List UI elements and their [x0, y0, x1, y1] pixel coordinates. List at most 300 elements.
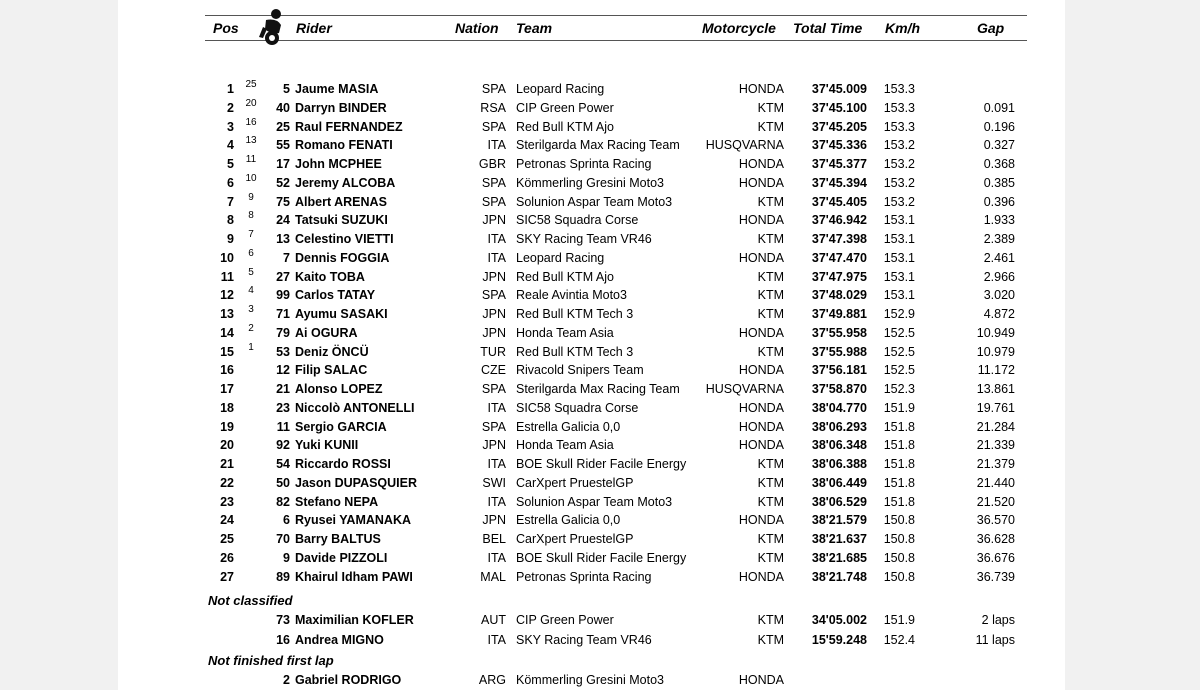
nation-cell: RSA [480, 100, 506, 115]
points-cell: 16 [245, 116, 257, 128]
col-header-gap: Gap [977, 20, 1005, 36]
motorcycle-cell: KTM [757, 288, 784, 303]
nation-cell: SPA [481, 194, 506, 209]
rider-number-cell: 52 [276, 175, 290, 190]
rider-name-cell: Raul FERNANDEZ [295, 119, 403, 134]
rider-name-cell: Jaume MASIA [295, 82, 379, 96]
rider-name-cell: Andrea MIGNO [295, 632, 384, 647]
rider-number-cell: 12 [276, 363, 290, 378]
points-cell: 25 [245, 79, 257, 90]
result-row [0, 511, 1200, 529]
gap-cell: 0.327 [983, 138, 1015, 153]
gap-cell: 13.861 [976, 382, 1015, 396]
rider-name-cell: Ayumu SASAKI [295, 307, 388, 321]
points-cell: 9 [248, 191, 254, 203]
motorcycle-cell: HONDA [738, 213, 784, 228]
position-cell: 11 [220, 269, 234, 284]
rider-number-cell: 82 [276, 494, 290, 509]
rider-number-cell: 24 [276, 213, 290, 228]
nation-cell: SPA [481, 288, 506, 303]
motorcycle-cell: HONDA [738, 250, 784, 265]
gap-cell: 21.379 [976, 457, 1015, 471]
rider-number-cell: 11 [276, 419, 290, 434]
gap-cell: 0.091 [983, 100, 1015, 115]
result-row [0, 305, 1200, 323]
not-finished-heading: Not finished first lap [208, 653, 334, 668]
rider-number-cell: 53 [276, 344, 290, 359]
rider-number-cell: 79 [276, 325, 290, 340]
team-cell: Sterilgarda Max Racing Team [516, 138, 680, 153]
rider-number-cell: 16 [276, 632, 290, 647]
total-time-cell: 37'47.398 [811, 232, 867, 246]
team-cell: SKY Racing Team VR46 [516, 632, 652, 647]
rider-number-cell: 99 [276, 288, 290, 303]
position-cell: 27 [220, 569, 234, 584]
rider-name-cell: Niccolò ANTONELLI [295, 400, 415, 415]
nation-cell: JPN [482, 213, 506, 228]
speed-cell: 153.3 [883, 100, 915, 115]
total-time-cell: 38'21.579 [811, 513, 867, 528]
speed-cell: 151.8 [883, 438, 915, 453]
result-row [0, 436, 1200, 454]
result-row [0, 230, 1200, 248]
speed-cell: 153.3 [883, 119, 915, 134]
result-row [0, 193, 1200, 211]
team-cell: Petronas Sprinta Racing [516, 157, 652, 171]
gap-cell: 36.676 [976, 550, 1015, 565]
gap-cell: 0.396 [983, 194, 1015, 209]
col-header-rider: Rider [296, 20, 332, 36]
total-time-cell: 37'45.394 [811, 175, 867, 190]
rider-name-cell: Dennis FOGGIA [295, 250, 390, 265]
speed-cell: 153.1 [883, 288, 915, 303]
total-time-cell: 38'06.348 [811, 438, 867, 453]
result-row [0, 268, 1200, 286]
speed-cell: 153.3 [883, 82, 915, 96]
col-header-kmh: Km/h [885, 20, 920, 36]
rider-name-cell: Ryusei YAMANAKA [295, 513, 412, 528]
gap-cell: 2.389 [983, 232, 1015, 246]
rider-name-cell: Kaito TOBA [295, 269, 365, 284]
points-cell: 13 [245, 135, 257, 147]
nation-cell: SPA [481, 175, 506, 190]
gap-cell: 0.196 [983, 119, 1015, 134]
motorcycle-cell: HONDA [738, 325, 784, 340]
speed-cell: 151.8 [883, 419, 915, 434]
result-row [0, 549, 1200, 567]
total-time-cell: 37'45.405 [811, 194, 867, 209]
team-cell: SIC58 Squadra Corse [516, 213, 639, 228]
position-cell: 25 [220, 532, 234, 546]
motorcycle-cell: KTM [757, 550, 784, 565]
motorcycle-cell: KTM [757, 613, 784, 627]
position-cell: 26 [220, 550, 234, 565]
speed-cell: 150.8 [883, 532, 915, 546]
rider-name-cell: Ai OGURA [295, 325, 358, 340]
points-cell: 8 [248, 210, 254, 222]
gap-cell: 2 laps [981, 613, 1015, 627]
total-time-cell: 38'06.293 [811, 419, 867, 434]
speed-cell: 153.2 [883, 175, 915, 190]
team-cell: CIP Green Power [516, 100, 614, 115]
team-cell: Solunion Aspar Team Moto3 [516, 194, 673, 209]
rider-number-cell: 89 [276, 569, 290, 584]
nation-cell: SPA [481, 382, 506, 396]
result-row [0, 286, 1200, 304]
col-header-motorcycle: Motorcycle [702, 20, 776, 36]
result-row [0, 80, 1200, 98]
team-cell: BOE Skull Rider Facile Energy [516, 457, 687, 471]
speed-cell: 153.1 [883, 269, 915, 284]
position-cell: 12 [220, 288, 234, 303]
position-cell: 9 [227, 232, 234, 246]
position-cell: 4 [227, 138, 234, 153]
team-cell: Red Bull KTM Tech 3 [516, 307, 634, 321]
rider-name-cell: Sergio GARCIA [295, 419, 387, 434]
motorcycle-cell: KTM [757, 232, 784, 246]
speed-cell: 153.2 [883, 138, 915, 153]
rider-number-cell: 73 [276, 613, 290, 627]
nation-cell: JPN [482, 307, 506, 321]
gap-cell: 21.520 [976, 494, 1015, 509]
rider-name-cell: Davide PIZZOLI [295, 550, 388, 565]
rider-name-cell: Filip SALAC [295, 363, 368, 378]
team-cell: Honda Team Asia [516, 438, 614, 453]
points-cell: 6 [248, 247, 254, 259]
motorcycle-cell: KTM [757, 100, 784, 115]
speed-cell: 152.3 [883, 382, 915, 396]
team-cell: BOE Skull Rider Facile Energy [516, 550, 687, 565]
result-row [0, 155, 1200, 173]
team-cell: Estrella Galicia 0,0 [516, 419, 621, 434]
speed-cell: 150.8 [883, 513, 915, 528]
rider-number-cell: 5 [283, 82, 290, 96]
motorcycle-cell: HONDA [738, 157, 784, 171]
result-row [0, 399, 1200, 417]
position-cell: 24 [220, 513, 234, 528]
rider-name-cell: Celestino VIETTI [295, 232, 394, 246]
rider-number-cell: 13 [276, 232, 290, 246]
total-time-cell: 38'21.748 [811, 569, 867, 584]
total-time-cell: 37'48.029 [811, 288, 867, 303]
team-cell: CarXpert PruestelGP [516, 532, 634, 546]
position-cell: 22 [220, 475, 234, 490]
rider-name-cell: Albert ARENAS [295, 194, 387, 209]
speed-cell: 152.5 [883, 344, 915, 359]
total-time-cell: 38'06.529 [811, 494, 867, 509]
motorcycle-cell: KTM [757, 194, 784, 209]
position-cell: 20 [220, 438, 234, 453]
result-row [0, 671, 1200, 689]
total-time-cell: 37'56.181 [811, 363, 867, 378]
result-row [0, 361, 1200, 379]
nation-cell: AUT [481, 613, 506, 627]
speed-cell: 151.9 [883, 400, 915, 415]
result-row [0, 174, 1200, 192]
result-row [0, 455, 1200, 473]
position-cell: 17 [220, 382, 234, 396]
col-header-team: Team [516, 20, 553, 36]
motorcycle-cell: HUSQVARNA [705, 382, 784, 396]
nation-cell: ITA [487, 494, 506, 509]
result-row [0, 611, 1200, 629]
nation-cell: ITA [487, 457, 506, 471]
nation-cell: ITA [487, 400, 506, 415]
total-time-cell: 37'55.958 [811, 325, 867, 340]
total-time-cell: 37'45.100 [811, 100, 867, 115]
rider-name-cell: Deniz ÖNCÜ [295, 344, 369, 359]
gap-cell: 0.385 [983, 175, 1015, 190]
rider-number-cell: 27 [276, 269, 290, 284]
motorcycle-cell: KTM [757, 307, 784, 321]
total-time-cell: 37'49.881 [811, 307, 867, 321]
points-cell: 20 [245, 97, 257, 109]
total-time-cell: 37'45.009 [811, 82, 867, 96]
motorcycle-cell: HONDA [738, 569, 784, 584]
gap-cell: 3.020 [983, 288, 1015, 303]
rider-name-cell: Barry BALTUS [295, 532, 381, 546]
gap-cell: 10.979 [976, 344, 1015, 359]
gap-cell: 36.570 [976, 513, 1015, 528]
position-cell: 18 [220, 400, 234, 415]
gap-cell: 36.739 [976, 569, 1015, 584]
position-cell: 23 [220, 494, 234, 509]
rider-number-cell: 21 [276, 382, 290, 396]
team-cell: Red Bull KTM Ajo [516, 269, 614, 284]
rider-number-cell: 92 [276, 438, 290, 453]
position-cell: 3 [227, 119, 234, 134]
result-row [0, 136, 1200, 154]
speed-cell: 151.8 [883, 494, 915, 509]
motorcycle-cell: KTM [757, 119, 784, 134]
nation-cell: MAL [480, 569, 506, 584]
rider-name-cell: Romano FENATI [295, 138, 393, 153]
total-time-cell: 37'45.377 [811, 157, 867, 171]
speed-cell: 153.1 [883, 213, 915, 228]
rider-number-cell: 54 [276, 457, 290, 471]
motorcycle-cell: KTM [757, 457, 784, 471]
position-cell: 7 [227, 194, 234, 209]
speed-cell: 152.9 [883, 307, 915, 321]
gap-cell: 2.461 [983, 250, 1015, 265]
team-cell: Solunion Aspar Team Moto3 [516, 494, 673, 509]
team-cell: Kömmerling Gresini Moto3 [516, 673, 664, 687]
points-cell: 3 [248, 304, 254, 315]
motorcycle-rider-logo-icon [257, 7, 287, 47]
speed-cell: 152.4 [883, 632, 915, 647]
col-header-nation: Nation [455, 20, 499, 36]
speed-cell: 153.1 [883, 232, 915, 246]
header-top-rule [205, 15, 1027, 16]
result-row [0, 530, 1200, 548]
motorcycle-cell: KTM [757, 269, 784, 284]
rider-name-cell: Jason DUPASQUIER [295, 475, 418, 490]
team-cell: Reale Avintia Moto3 [516, 288, 627, 303]
nation-cell: ITA [487, 138, 506, 153]
team-cell: Honda Team Asia [516, 325, 614, 340]
team-cell: CIP Green Power [516, 613, 614, 627]
team-cell: Red Bull KTM Tech 3 [516, 344, 634, 359]
motorcycle-cell: HONDA [738, 419, 784, 434]
nation-cell: GBR [478, 157, 506, 171]
team-cell: SKY Racing Team VR46 [516, 232, 652, 246]
rider-name-cell: Tatsuki SUZUKI [295, 213, 388, 228]
position-cell: 2 [227, 100, 234, 115]
team-cell: Leopard Racing [516, 250, 605, 265]
motorcycle-cell: HONDA [738, 400, 784, 415]
nation-cell: JPN [482, 269, 506, 284]
speed-cell: 150.8 [883, 569, 915, 584]
points-cell: 7 [248, 229, 254, 240]
speed-cell: 152.5 [883, 325, 915, 340]
position-cell: 14 [220, 325, 234, 340]
points-cell: 4 [248, 285, 254, 297]
total-time-cell: 38'04.770 [811, 400, 867, 415]
gap-cell: 4.872 [983, 307, 1015, 321]
rider-name-cell: Alonso LOPEZ [295, 382, 383, 396]
team-cell: Red Bull KTM Ajo [516, 119, 614, 134]
position-cell: 5 [227, 157, 234, 171]
total-time-cell: 37'58.870 [811, 382, 867, 396]
total-time-cell: 37'45.205 [811, 119, 867, 134]
position-cell: 21 [220, 457, 234, 471]
speed-cell: 153.2 [883, 194, 915, 209]
team-cell: Leopard Racing [516, 82, 605, 96]
nation-cell: SPA [481, 419, 506, 434]
gap-cell: 1.933 [983, 213, 1015, 228]
gap-cell: 21.339 [976, 438, 1015, 453]
total-time-cell: 38'06.388 [811, 457, 867, 471]
result-row [0, 118, 1200, 136]
motorcycle-cell: KTM [757, 475, 784, 490]
nation-cell: CZE [481, 363, 506, 378]
position-cell: 19 [220, 419, 234, 434]
speed-cell: 153.2 [883, 157, 915, 171]
gap-cell: 10.949 [976, 325, 1015, 340]
rider-number-cell: 71 [276, 307, 290, 321]
team-cell: Rivacold Snipers Team [516, 363, 644, 378]
nation-cell: ITA [487, 550, 506, 565]
team-cell: Estrella Galicia 0,0 [516, 513, 621, 528]
total-time-cell: 37'45.336 [811, 138, 867, 153]
gap-cell: 21.284 [976, 419, 1015, 434]
motorcycle-cell: HONDA [738, 673, 784, 687]
team-cell: SIC58 Squadra Corse [516, 400, 639, 415]
result-row [0, 343, 1200, 361]
nation-cell: TUR [480, 344, 506, 359]
position-cell: 1 [227, 82, 234, 96]
position-cell: 8 [227, 213, 234, 228]
nation-cell: SPA [481, 82, 506, 96]
motorcycle-cell: HUSQVARNA [705, 138, 784, 153]
gap-cell: 21.440 [976, 475, 1015, 490]
nation-cell: SPA [481, 119, 506, 134]
rider-name-cell: Maximilian KOFLER [295, 613, 414, 627]
total-time-cell: 15'59.248 [811, 632, 867, 647]
points-cell: 10 [245, 172, 257, 184]
not-classified-heading: Not classified [208, 593, 293, 608]
header-bottom-rule [205, 40, 1027, 41]
rider-number-cell: 9 [283, 550, 290, 565]
position-cell: 15 [220, 344, 234, 359]
motorcycle-cell: HONDA [738, 513, 784, 528]
motorcycle-cell: KTM [757, 344, 784, 359]
team-cell: CarXpert PruestelGP [516, 475, 634, 490]
gap-cell: 0.368 [983, 157, 1015, 171]
motorcycle-cell: HONDA [738, 175, 784, 190]
nation-cell: ARG [478, 673, 506, 687]
rider-number-cell: 2 [283, 673, 290, 687]
total-time-cell: 38'21.685 [811, 550, 867, 565]
col-header-total-time: Total Time [793, 20, 863, 36]
position-cell: 6 [227, 175, 234, 190]
speed-cell: 151.8 [883, 475, 915, 490]
gap-cell: 11 laps [975, 632, 1015, 647]
result-row [0, 99, 1200, 117]
motorcycle-cell: KTM [757, 494, 784, 509]
motorcycle-cell: KTM [757, 532, 784, 546]
result-row [0, 631, 1200, 649]
rider-number-cell: 17 [276, 157, 290, 171]
gap-cell: 19.761 [976, 400, 1015, 415]
speed-cell: 151.8 [883, 457, 915, 471]
rider-name-cell: Khairul Idham PAWI [295, 569, 413, 584]
result-row [0, 418, 1200, 436]
team-cell: Petronas Sprinta Racing [516, 569, 652, 584]
motorcycle-cell: HONDA [738, 82, 784, 96]
rider-name-cell: Jeremy ALCOBA [295, 175, 396, 190]
position-cell: 10 [220, 250, 234, 265]
speed-cell: 151.9 [883, 613, 915, 627]
rider-name-cell: Stefano NEPA [295, 494, 379, 509]
rider-number-cell: 50 [276, 475, 290, 490]
speed-cell: 150.8 [883, 550, 915, 565]
points-cell: 11 [245, 154, 257, 165]
speed-cell: 153.1 [883, 250, 915, 265]
rider-name-cell: John MCPHEE [295, 157, 382, 171]
total-time-cell: 37'46.942 [811, 213, 867, 228]
rider-number-cell: 40 [276, 100, 290, 115]
nation-cell: ITA [487, 632, 506, 647]
nation-cell: BEL [482, 532, 506, 546]
gap-cell: 2.966 [983, 269, 1015, 284]
rider-name-cell: Gabriel RODRIGO [295, 673, 402, 687]
total-time-cell: 38'21.637 [811, 532, 867, 546]
team-cell: Sterilgarda Max Racing Team [516, 382, 680, 396]
points-cell: 1 [248, 341, 254, 353]
result-row [0, 324, 1200, 342]
position-cell: 16 [220, 363, 234, 378]
rider-name-cell: Yuki KUNII [295, 438, 359, 453]
nation-cell: JPN [482, 325, 506, 340]
rider-number-cell: 55 [276, 138, 290, 153]
nation-cell: JPN [482, 513, 506, 528]
position-cell: 13 [220, 307, 234, 321]
rider-name-cell: Carlos TATAY [295, 288, 376, 303]
team-cell: Kömmerling Gresini Moto3 [516, 175, 664, 190]
result-row [0, 493, 1200, 511]
speed-cell: 152.5 [883, 363, 915, 378]
total-time-cell: 37'47.470 [811, 250, 867, 265]
nation-cell: SWI [482, 475, 506, 490]
rider-number-cell: 23 [276, 400, 290, 415]
result-row [0, 474, 1200, 492]
col-header-pos: Pos [213, 20, 239, 36]
result-row [0, 380, 1200, 398]
motorcycle-cell: HONDA [738, 438, 784, 453]
total-time-cell: 37'55.988 [811, 344, 867, 359]
result-row [0, 568, 1200, 586]
